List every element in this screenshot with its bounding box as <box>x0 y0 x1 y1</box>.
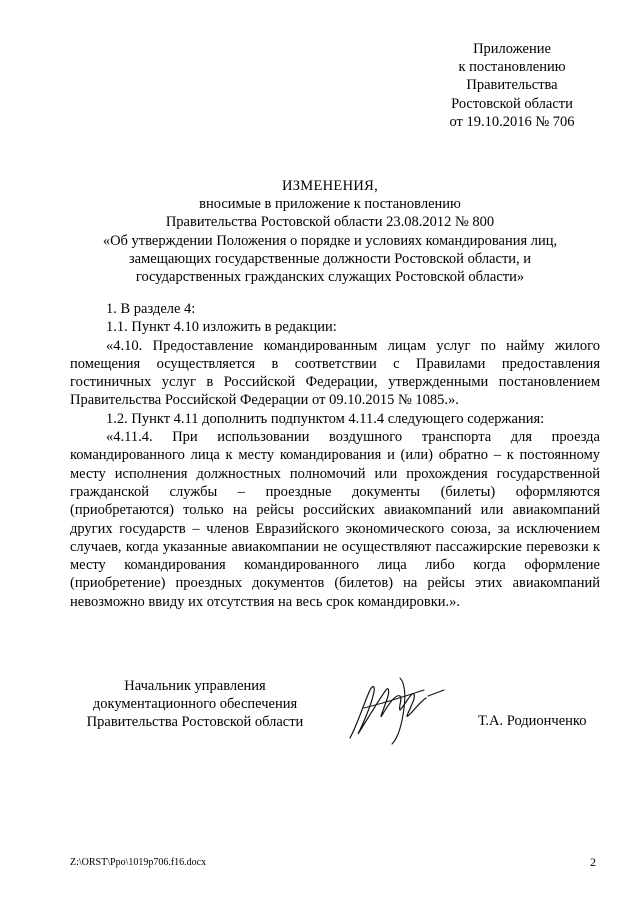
appendix-line: Ростовской области <box>451 95 573 112</box>
page-number: 2 <box>590 855 596 869</box>
signatory-position <box>70 677 320 732</box>
body-paragraph: 1.1. Пункт 4.10 изложить в редакции: <box>106 319 337 336</box>
handwritten-signature <box>340 668 450 748</box>
body-paragraph: 1. В разделе 4: <box>106 301 196 317</box>
appendix-line: к постановлению <box>458 59 566 76</box>
body-paragraph: «4.11.4. При использовании воздушного транспорта для проезда командированного лица к месту командирования и (или) обратно – к постоянному месту исполнения должностных полномочий или прохождения государственной гражданской службы – проездные документы (билеты) оформляются (приобретаются) только на рейсы российских авиакомпаний или авиакомпаний других государств – членов Евразийского экономического союза, за исключением случаев, когда указанные авиакомпании не осуществляют пассажирские перевозки к месту командирования командированного лица либо когда оформление (приобретение) проездных документов (билетов) на рейсы этих авиакомпаний невозможно ввиду их отсутствия на весь срок командировки.». <box>70 429 600 610</box>
body-paragraph: «4.10. Предоставление командированным лицам услуг по найму жилого помещения осуществляется в соответствии с Правилами предоставления гостиничных услуг в Российской Федерации, утвержденными постановлением Правительства Российской Федерации от 09.10.2015 № 1085.». <box>70 337 600 409</box>
heading-line: государственных гражданских служащих Ростовской области» <box>135 269 525 286</box>
document-title: ИЗМЕНЕНИЯ, <box>281 178 379 194</box>
appendix-line: Правительства <box>466 77 558 94</box>
heading-line: вносимые в приложение к постановлению <box>199 196 461 213</box>
footer-file-path: Z:\ORST\Ppo\1019p706.f16.docx <box>70 857 207 868</box>
heading-line: Правительства Ростовской области 23.08.2012 № 800 <box>165 214 495 231</box>
signatory-position-line: документационного обеспечения <box>92 696 298 713</box>
signatory-position-line: Правительства Ростовской области <box>86 714 304 731</box>
appendix-header <box>412 40 612 131</box>
heading-line: замещающих государственные должности Ростовской области, и <box>128 250 532 267</box>
appendix-line: Приложение <box>473 41 551 57</box>
document-heading <box>80 177 580 286</box>
signer-name: Т.А. Родионченко <box>478 713 587 729</box>
signatory-position-line: Начальник управления <box>124 678 266 694</box>
body-paragraph: 1.2. Пункт 4.11 дополнить подпунктом 4.11.4 следующего содержания: <box>106 410 545 427</box>
document-body <box>70 300 600 611</box>
appendix-line: от 19.10.2016 № 706 <box>449 113 575 130</box>
heading-line: «Об утверждении Положения о порядке и условиях командирования лиц, <box>102 232 558 249</box>
